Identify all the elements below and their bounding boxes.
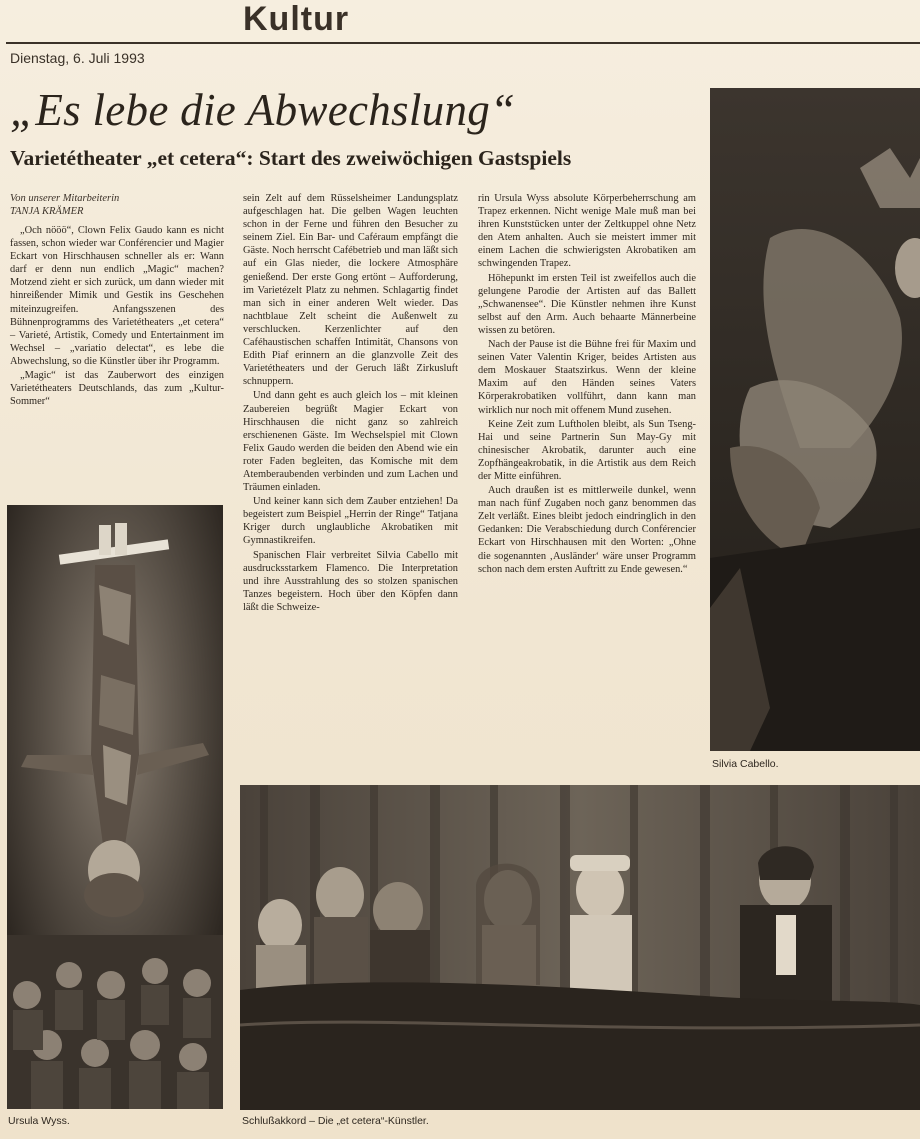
paragraph: sein Zelt auf dem Rüsselsheimer Landungsplatz aufgeschlagen hat. Die gelben Wagen leuchten schon in der Ferne und führen den Besucher zu seinem Ziel. Ein Bar- und Caféraum empfängt die Gäste. Noch herrscht Cafébetrieb und man läßt sich auf ein Glas nieder, die lockere Atmosphäre genießend. Der erste Gong ertönt – Aufforderung, im Varietézelt Platz zu nehmen. Schlagartig findet man sich in einer anderen Welt wieder. Das nachtblaue Zelt scheint die Außenwelt zu verschlucken. Kerzenlichter auf den Caféhaustischen schaffen Intimität, Chansons von Edith Piaf erinnern an die glanzvolle Zeit des Varietétheaters und der Geruch läßt Zirkusluft schnuppern.	[243, 193, 458, 388]
article-column-3	[478, 192, 696, 577]
paragraph: Höhepunkt im ersten Teil ist zweifellos auch die gelungene Parodie der Artisten auf das Ballett „Schwanensee“. Die Künstler nehmen ihre Kunst selbst auf den Arm. Auch behaarte Männerbeine wissen zu betören.	[478, 272, 696, 336]
photo-trapeze-artist	[7, 505, 223, 1109]
trapeze-artist-illustration	[7, 505, 223, 1109]
section-title: Kultur	[243, 0, 350, 38]
byline-author: TANJA KRÄMER	[10, 206, 84, 217]
paragraph: „Magic“ ist das Zauberwort des einzigen Varietétheaters Deutschlands, das zum „Kultur-Sommer“	[10, 370, 224, 408]
paragraph: „Och nööö“, Clown Felix Gaudo kann es nicht fassen, schon wieder war Conférencier und Magier Eckart von Hirschhausen schneller als er: Wann darf er denn nun endlich „Magic“ machen? Motzend zieht er sich zurück, um dann wieder mit hinreißender Mimik und Gestik ins Geschehen miteinzugreifen. Anfangsszenen des Bühnenprogramms des Varietétheaters „et cetera“ – Varieté, Artistik, Comedy und Entertainment im Wechsel – „variatio delectat“, es lebe die Abwechslung, so die Künstler über ihr Programm.	[10, 225, 224, 367]
caption-ensemble-finale: Schlußakkord – Die „et cetera“-Künstler.	[242, 1115, 429, 1127]
caption-flamenco-dancer: Silvia Cabello.	[712, 758, 779, 770]
paragraph: Keine Zeit zum Luftholen bleibt, als Sun Tseng-Hai und seine Partnerin Sun May-Gy mit chinesischer Akrobatik, darunter auch eine Zopfhängeakrobatik, in die Artistik aus dem Reich der Mitte einführen.	[478, 418, 696, 482]
photo-flamenco-dancer	[710, 88, 920, 751]
byline	[10, 192, 119, 218]
ensemble-illustration	[240, 785, 920, 1110]
flamenco-dancer-illustration	[710, 88, 920, 751]
paragraph: Und keiner kann sich dem Zauber entziehen! Da begeistert zum Beispiel „Herrin der Ringe“ Tatjana Kriger durch unglaubliche Akrobatiken mit Gymnastikreifen.	[243, 496, 458, 547]
paragraph: Auch draußen ist es mittlerweile dunkel, wenn man nach fünf Zugaben noch ganz benommen das Zelt verläßt. Eines bleibt jedoch eindringlich in den Gedanken: Die Verabschiedung durch Conférencier Eckart von Hirschhausen mit den Worten: „Ohne die sogenannten ‚Ausländer‘ wäre unser Programm schon nach dem ersten Auftritt zu Ende gewesen.“	[478, 485, 696, 575]
byline-intro: Von unserer Mitarbeiterin	[10, 193, 120, 204]
paragraph: Spanischen Flair verbreitet Silvia Cabello mit ausdrucksstarkem Flamenco. Die Interpretation und ihre Ausstrahlung des so stolzen spanischen Tanzes begeistern. Hoch über den Köpfen dann läßt die Schweize-	[243, 549, 458, 613]
header-rule	[6, 42, 920, 44]
article-column-1	[10, 224, 224, 409]
photo-ensemble-finale	[240, 785, 920, 1110]
article-subheadline: Varietétheater „et cetera“: Start des zweiwöchigen Gastspiels	[10, 146, 572, 170]
issue-date: Dienstag, 6. Juli 1993	[10, 50, 145, 66]
paragraph: Nach der Pause ist die Bühne frei für Maxim und seinen Vater Valentin Kriger, beides Artisten aus dem Moskauer Staatszirkus. Wenn der kleine Maxim auf den Händen seines Vaters Körperakrobatiken vollführt, dann kann man wirklich nur noch mit offenem Mund zusehen.	[478, 339, 696, 416]
caption-trapeze-artist: Ursula Wyss.	[8, 1115, 70, 1127]
article-headline: „Es lebe die Abwechslung“	[10, 85, 516, 135]
paragraph: Und dann geht es auch gleich los – mit kleinen Zaubereien begrüßt Magier Eckart von Hirschhausen die nicht ganz so zahlreich erschienenen Gäste. Im Wechselspiel mit Clown Felix Gaudo werden die beiden den Abend wie ein roter Faden begleiten, das Komische mit dem Atemberaubenden verbinden und zum Lachen und Träumen einladen.	[243, 390, 458, 494]
paragraph: rin Ursula Wyss absolute Körperbeherrschung am Trapez erkennen. Nicht wenige Male muß man bei ihren Kunststücken unter der Zeltkuppel ohne Netz den Atem anhalten. Auch sie meistert immer mit einem Lachen die schwierigsten Akrobatiken am schwingenden Trapez.	[478, 193, 696, 270]
article-column-2	[243, 192, 458, 615]
